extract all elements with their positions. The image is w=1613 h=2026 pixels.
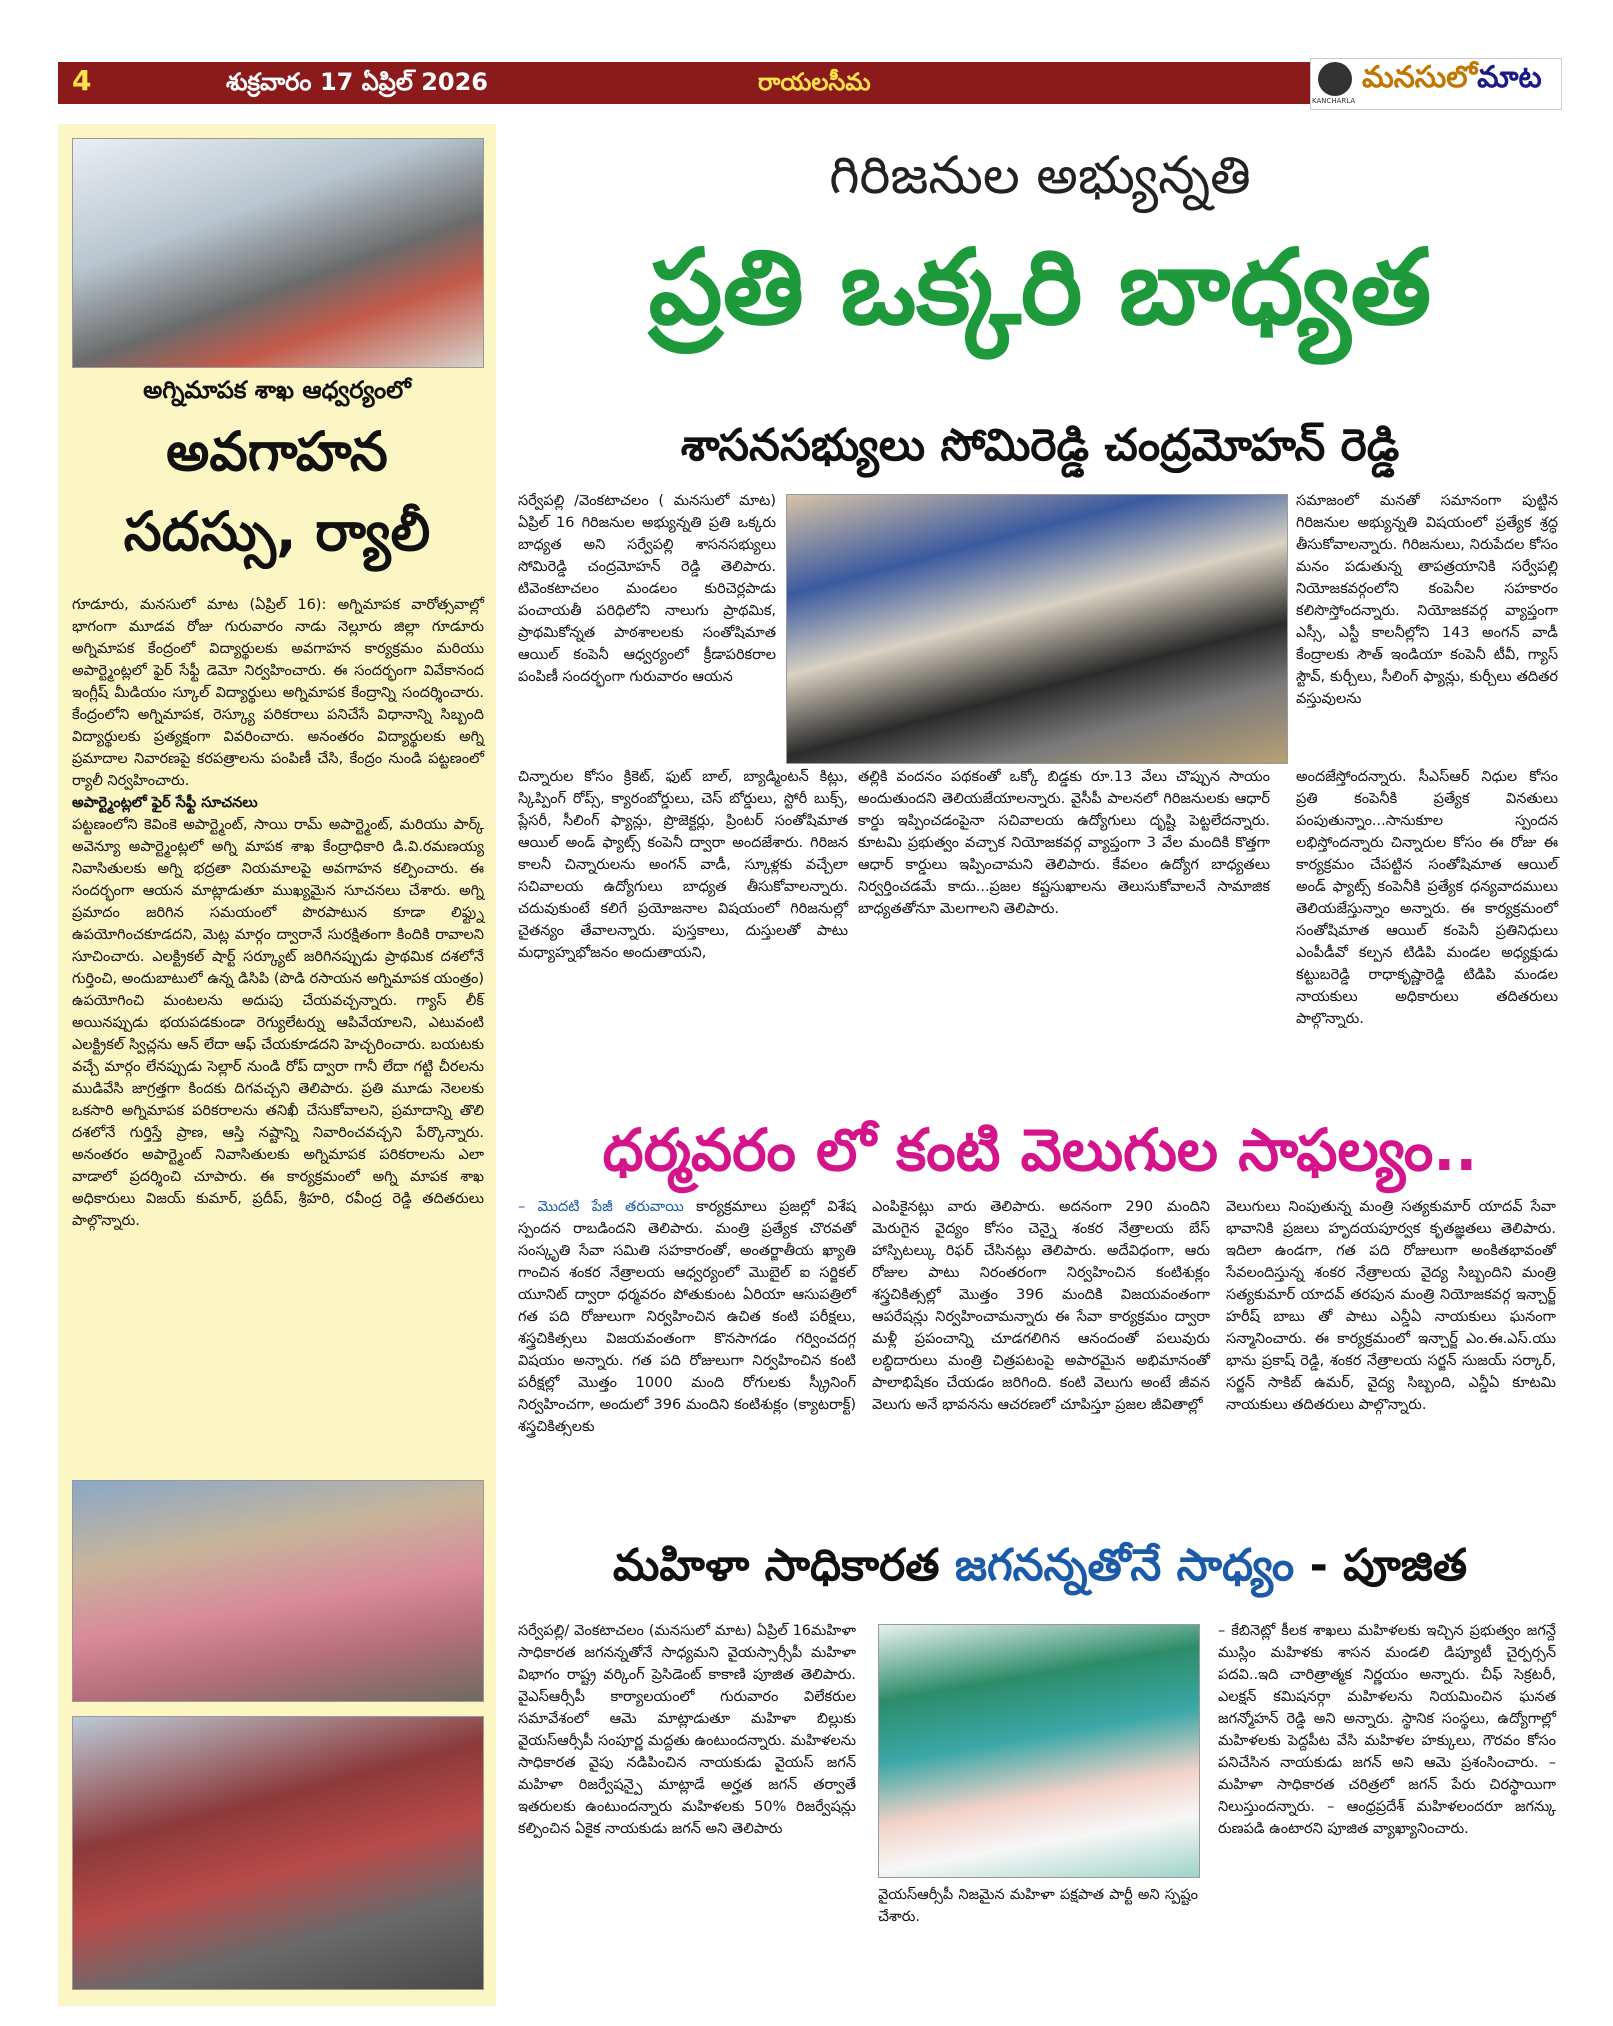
mahila-headline-part-3: - పూజిత (1309, 1540, 1468, 1591)
main-story-byline: శాసనసభ్యులు సోమిరెడ్డి చంద్రమోహన్ రెడ్డి (680, 420, 1400, 471)
main-story-column-1: సర్వేపల్లి /వెంకటాచలం ( మనసులో మాట) ఏప్రిల్ 16 గిరిజనుల అభ్యున్నతి ప్రతి ఒక్కరు బాధ్యత అని సర్వేపల్లి శాసనసభ్యులు సోమిరెడ్డి చంద్రమోహన్ రెడ్డి తెలిపారు. టివెంకటాచలం మండలం కురిచెర్లపాడు పంచాయతీ పరిధిలోని నాలుగు ప్రాథమిక, ప్రాథమికోన్నత పాఠశాలలకు సంతోషిమాత ఆయిల్ కంపెనీ ఆధ్వర్యంలో క్రీడాపరికరాల పంపిణీ సందర్భంగా గురువారం ఆయన (518, 493, 776, 685)
fire-story-kicker: అగ్నిమాపక శాఖ ఆధ్వర్యంలో (143, 376, 411, 404)
main-story-kicker: గిరిజనుల అభ్యున్నతి (829, 146, 1251, 206)
main-story-column-3-top: సమాజంలో మనతో సమానంగా పుట్టిన గిరిజనుల అభ్యున్నతి విషయంలో ప్రత్యేక శ్రద్ధ తీసుకోవాలన్నారు. గిరిజనులు, నిరుపేదల కోసం మనం పడుతున్న తాపత్రయానికి సర్వేపల్లి నియోజకవర్గంలోని కంపెనీల సహకారం కలిసొస్తోందన్నారు. నియోజకవర్గ వ్యాప్తంగా ఎస్సీ, ఎస్టీ కాలనీల్లోని 143 అంగన్ వాడీ కేంద్రాలకు సౌత్ ఇండియా కంపెనీ టీవీ, గ్యాస్ స్టౌవ్, కుర్చీలు, సీలింగ్ ఫ్యాన్లు, కుర్చీలు తదితర వస్తువులను (1296, 493, 1558, 707)
main-headline: ప్రతి ఒక్కరి బాధ్యత (648, 226, 1432, 348)
mahila-photo-caption: వైయస్ఆర్సీపీ నిజమైన మహిళా పక్షపాత పార్టీ అని స్పష్టం చేశారు. (878, 1887, 1198, 1925)
logo-portrait-icon (1318, 62, 1352, 96)
fire-story-subhead: అపార్ట్మెంట్లలో ఫైర్ సేఫ్టీ సూచనలు (72, 795, 258, 811)
mahila-headline-part-1: మహిళా సాధికారత (612, 1540, 940, 1591)
press-meet-photo (878, 1624, 1200, 1878)
main-story-bottom-column-2: తల్లికి వందనం పథకంతో ఒక్కో బిడ్డకు రూ.13 వేలు చొప్పున సాయం అందుతుందని తెలియజేయాలన్నారు. వైసీపీ పాలనలో గిరిజనులకు ఆధార్ కార్డు ఇప్పించడంపైనా సచివాలయ ఉద్యోగులు దృష్టి పెట్టలేదన్నారు. కూటమి ప్రభుత్వం వచ్చాక నియోజకవర్గ వ్యాప్తంగా 3 వేల మందికి కొత్తగా ఆధార్ కార్డులు ఇప్పించామని తెలిపారు. కేవలం ఉద్యోగ బాధ్యతలు నిర్వర్తించడమే కాదు...ప్రజల కష్టసుఖాలను తెలుసుకోవాలనే సామాజిక బాధ్యతతోనూ మెలగాలని తెలిపారు. (858, 769, 1270, 917)
main-story-bottom-column-3: అందజేస్తోందన్నారు. సీఎస్ఆర్ నిధుల కోసం ప్రతి కంపెనీకి ప్రత్యేక వినతులు పంపుతున్నాం...సానుకూల స్పందన లభిస్తోందన్నారు చిన్నారుల కోసం ఈ రోజు ఈ కార్యక్రమం చేపట్టిన సంతోషిమాత ఆయిల్ అండ్ ఫ్యాట్స్ కంపెనీకి ప్రత్యేక ధన్యవాదములు తెలియజేస్తున్నాం అన్నారు. ఈ కార్యక్రమంలో సంతోషిమాత ఆయిల్ కంపెనీ ప్రతినిధులు ఎంపీడీవో కల్పన టిడిపి మండల అధ్యక్షుడు కట్టుబరెడ్డి రాధాకృష్ణారెడ్డి టిడిపి మండల నాయకులు అధికారులు తదితరులు పాల్గొన్నారు. (1296, 769, 1558, 1027)
dharmavaram-column-1 (518, 1196, 856, 1438)
main-story-bottom-column-1: చిన్నారుల కోసం క్రికెట్, ఫుట్ బాల్, బ్యాడ్మింటన్ కిట్లు, స్కిప్పింగ్ రోప్స్, క్యారంబోర్డులు, చెస్ బోర్డులు, స్టోరీ బుక్స్, ప్లేసరీ, సీలింగ్ ఫ్యాన్లు, ప్రొజెక్టర్లు, ప్రింటర్ సంతోషిమాత ఆయిల్ అండ్ ఫ్యాట్స్ కంపెనీ ద్వారా అందజేశారు. గిరిజన కాలనీ చిన్నారులను అంగన్ వాడీ, స్కూళ్లకు వచ్చేలా సచివాలయ ఉద్యోగులు బాధ్యత తీసుకోవాలన్నారు. చదువుకుంటే కలిగే ప్రయోజనాల విషయంలో గిరిజనుల్లో చైతన్యం తేవాలన్నారు. పుస్తకాలు, దుస్తులతో పాటు మధ్యాహ్నభోజనం అందుతాయని, (518, 769, 848, 961)
mahila-column-1: సర్వేపల్లి/ వెంకటాచలం (మనసులో మాట) ఏప్రిల్ 16మహిళా సాధికారత జగనన్నతోనే సాధ్యమని వైయస్సార్సీపీ మహిళా విభాగం రాష్ట్ర వర్కింగ్ ప్రెసిడెంట్ కాకాణి పూజిత తెలిపారు. వైఎస్ఆర్సీపీ కార్యాలయంలో గురువారం విలేకరుల సమావేశంలో ఆమె మాట్లాడుతూ మహిళా బిల్లుకు వైయస్ఆర్సీపీ సంపూర్ణ మద్దతు ఉంటుందన్నారు. మహిళలను సాధికారత వైపు నడిపించిన నాయకుడు వైయస్ జగన్ మహిళా రిజర్వేషన్పై మాట్లాడే అర్హత జగన్ తర్వాతే ఇతరులకు ఉంటుందన్నారు మహిళలకు 50% రిజర్వేషన్లు కల్పించిన ఏకైక నాయకుడు జగన్ అని తెలిపారు (518, 1623, 856, 1837)
dharmavaram-column-2: ఎంపికైనట్లు వారు తెలిపారు. అదనంగా 290 మందిని మెరుగైన వైద్యం కోసం చెన్నై శంకర నేత్రాలయ బేస్ హాస్పిటల్కు రిఫర్ చేసినట్లు తెలిపారు. అదేవిధంగా, ఆరు రోజుల పాటు నిరంతరంగా నిర్వహించిన కంటిశుక్లం శస్త్రచికిత్సల్లో మొత్తం 396 మందికి విజయవంతంగా ఆపరేషన్లు నిర్వహించామన్నారు ఈ సేవా కార్యక్రమం ద్వారా మళ్లీ ప్రపంచాన్ని చూడగలిగిన ఆనందంతో పలువురు లబ్ధిదారులు మంత్రి చిత్రపటంపై అపారమైన అభిమానంతో పాలాభిషేకం చేయడం జరిగింది. కంటి వెలుగు అంటే జీవన వెలుగు అనే భావనను ఆచరణలో చూపిస్తూ ప్రజల జీవితాల్లో (872, 1199, 1210, 1413)
mahila-column-3: – కేబినెట్లో కీలక శాఖలు మహిళలకు ఇచ్చిన ప్రభుత్వం జగన్దే ముస్లిం మహిళకు శాసన మండలి డిప్యూటీ చైర్పర్సన్ పదవి..ఇది చారిత్రాత్మక నిర్ణయం అన్నారు. చీఫ్ సెక్రటరీ, ఎలక్షన్ కమిషనర్గా మహిళలను నియమించిన ఘనత జగన్మోహన్ రెడ్డి అని అన్నారు. స్థానిక సంస్థలు, ఉద్యోగాల్లో మహిళలకు పెద్దపీట వేసి మహిళల హక్కులు, గౌరవం కోసం పనిచేసిన నాయకుడు జగన్ అని ఆమె ప్రశంసించారు. – మహిళా సాధికారత చరిత్రలో జగన్ పేరు చిరస్థాయిగా నిలుస్తుందన్నారు. – ఆంధ్రప్రదేశ్ మహిళలందరూ జగన్కు రుణపడి ఉంటారని పూజిత వ్యాఖ్యానించారు. (1218, 1623, 1556, 1837)
page-number: 4 (72, 64, 92, 97)
fire-awareness-photo (72, 138, 484, 368)
issue-date: శుక్రవారం 17 ఏప్రిల్ 2026 (226, 68, 488, 96)
edition-region: రాయలసీమ (758, 68, 871, 96)
fire-story-body (72, 594, 484, 1232)
student-rally-photo (72, 1480, 484, 1702)
mahila-headline (520, 1540, 1560, 1602)
mahila-headline-part-2: జగనన్నతోనే సాధ్యం (954, 1540, 1295, 1591)
logo-wordmark: మనసులోమాట (1362, 60, 1542, 95)
fire-story-paragraph-1: గూడూరు, మనసులో మాట (ఏప్రిల్ 16): అగ్నిమాపక వారోత్సవాల్లో భాగంగా మూడవ రోజు గురువారం నాడు నెల్లూరు జిల్లా గూడూరు అగ్నిమాపక కేంద్రంలో విద్యార్థులకు అవగాహన కార్యక్రమం మరియు అపార్ట్మెంట్లలో ఫైర్ సేఫ్టీ డెమో నిర్వహించారు. ఈ సందర్భంగా వివేకానంద ఇంగ్లీష్ మీడియం స్కూల్ విద్యార్థులు అగ్నిమాపక కేంద్రాన్ని సందర్శించారు. కేంద్రంలోని అగ్నిమాపక, రెస్క్యూ పరికరాలు పనిచేసే విధానాన్ని సిబ్బంది విద్యార్థులకు ప్రత్యక్షంగా వివరించారు. అనంతరం విద్యార్థులకు అగ్ని ప్రమాదాల నివారణపై కరపత్రాలను పంపిణీ చేసి, కేంద్రం నుండి పట్టణంలో ర్యాలీ నిర్వహించారు. (72, 597, 484, 789)
fire-story-title-line2: సదస్సు, ర్యాలీ (123, 500, 431, 563)
fire-story-paragraph-2: పట్టణంలోని కెవింకె అపార్ట్మెంట్, సాయి రామ్ అపార్ట్మెంట్, మరియు పార్క్ అవెన్యూ అపార్ట్మెంట్లలో అగ్ని మాపక శాఖ కేంద్రాధికారి డి.వి.రమణయ్య నివాసితులకు అగ్ని భద్రతా నియమాలపై అవగాహన కల్పించారు. ఈ సందర్భంగా ఆయన మాట్లాడుతూ ముఖ్యమైన సూచనలు చేశారు. అగ్ని ప్రమాదం జరిగిన సమయంలో పొరపాటున కూడా లిఫ్ట్ను ఉపయోగించకూడదని, మెట్ల మార్గం ద్వారానే సురక్షితంగా కిందికి రావాలని సూచించారు. ఎలక్ట్రికల్ షార్ట్ సర్క్యూట్ జరిగినప్పుడు ప్రాథమిక దశలోనే గుర్తించి, అందుబాటులో ఉన్న డిసిపి (పొడి రసాయన అగ్నిమాపక యంత్రం) ఉపయోగించి మంటలను అదుపు చేయవచ్చన్నారు. గ్యాస్ లీక్ అయినప్పుడు భయపడకుండా రెగ్యులేటర్ను ఆపివేయాలని, ఎటువంటి ఎలక్ట్రికల్ స్విచ్లను ఆన్ లేదా ఆఫ్ చేయకూడదని హెచ్చరించారు. బయటకు వచ్చే మార్గం లేనప్పుడు సెల్లార్ నుండి రోప్ ద్వారా గానీ లేదా గట్టి చీరలను ముడివేసి జాగ్రత్తగా కిందకు దిగవచ్చని తెలిపారు. ప్రతి మూడు నెలలకు ఒకసారి అగ్నిమాపక పరికరాలను తనిఖీ చేసుకోవాలని, ప్రమాదాన్ని తొలి దశలోనే గుర్తిస్తే ప్రాణ, ఆస్తి నష్టాన్ని నివారించవచ్చని పేర్కొన్నారు. అనంతరం అపార్ట్మెంట్ నివాసితులకు అగ్నిమాపక పరికరాలను ఎలా వాడాలో ప్రదర్శించి చూపారు. ఈ కార్యక్రమంలో అగ్ని మాపక శాఖ అధికారులు విజయ్ కుమార్, ప్రదీప్, శ్రీహరి, రవీంద్ర రెడ్డి తదితరులు పాల్గొన్నారు. (72, 817, 484, 1229)
dharmavaram-headline: ధర్మవరం లో కంటి వెలుగుల సాఫల్యం.. (602, 1116, 1478, 1184)
fire-story-title-line1: అవగాహన (166, 420, 388, 483)
dharmavaram-column-3: వెలుగులు నింపుతున్న మంత్రి సత్యకుమార్ యాదవ్ సేవా భావానికి ప్రజలు హృదయపూర్వక కృతజ్ఞతలు తెలిపారు. ఇదిలా ఉండగా, గత పది రోజులుగా అంకితభావంతో సేవలందిస్తున్న శంకర నేత్రాలయ వైద్య సిబ్బందిని మంత్రి సత్యకుమార్ యాదవ్ తరపున మంత్రి నియోజకవర్గ ఇన్చార్జ్ హరీష్ బాబు తో పాటు ఎన్డీఏ నాయకులు ఘనంగా సన్మానించారు. ఈ కార్యక్రమంలో ఇన్చార్జ్ ఎం.ఈ.ఎస్.యు భాను ప్రకాష్ రెడ్డి, శంకర నేత్రాలయ సర్జన్ సుజయ్ సర్కార్, సర్జన్ సాకిబ్ ఉమర్, వైద్య సిబ్బంది, ఎన్డీఏ కూటమి నాయకులు తదితరులు పాల్గొన్నారు. (1226, 1199, 1556, 1413)
distribution-event-photo (786, 494, 1288, 764)
fire-engine-demo-photo (72, 1716, 484, 1990)
continuation-tag: – మొదటి పేజీ తరువాయి (518, 1199, 684, 1215)
dharmavaram-column-1-text: కార్యక్రమాలు ప్రజల్లో విశేష స్పందన రాబడిందని తెలిపారు. మంత్రి ప్రత్యేక చొరవతో సంస్కృతి సేవా సమితి సహకారంతో, అంతర్జాతీయ ఖ్యాతి గాంచిన శంకర నేత్రాలయ ఆధ్వర్యంలో మొబైల్ ఐ సర్జికల్ యూనిట్ ద్వారా ధర్మవరం పోతుకుంట ఏరియా ఆసుపత్రిలో గత పది రోజులుగా నిర్వహించిన ఉచిత కంటి పరీక్షలు, శస్త్రచికిత్సలు విజయవంతంగా కొనసాగడం గర్వించదగ్గ విషయం అన్నారు. గత పది రోజులుగా నిర్వహించిన కంటి పరీక్షల్లో మొత్తం 1000 మంది రోగులకు స్క్రీనింగ్ నిర్వహించగా, అందులో 396 మందిని కంటిశుక్లం (క్యాటరాక్ట్) శస్త్రచికిత్సలకు (518, 1199, 857, 1435)
logo-caption: KANCHARLA (1312, 97, 1356, 105)
